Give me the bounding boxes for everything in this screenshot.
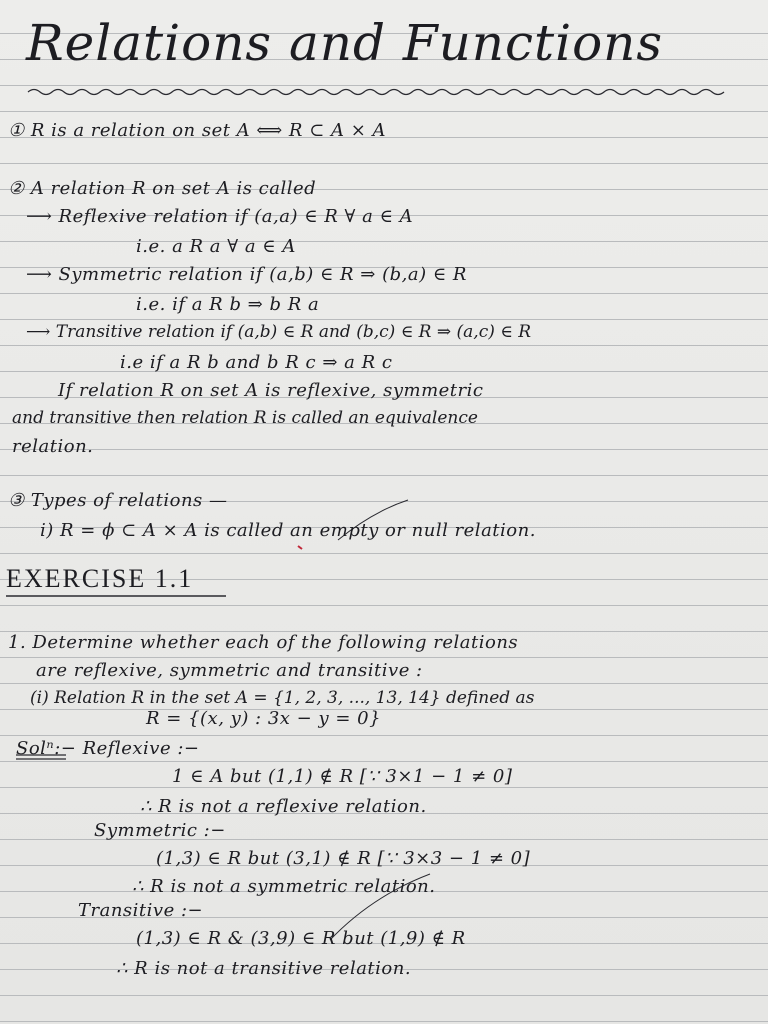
- line-equivalence-1: If relation R on set A is reflexive, symmetric: [58, 380, 484, 401]
- exercise-heading: EXERCISE 1.1: [6, 564, 194, 593]
- line-symmetric-check: (1,3) ∈ R but (3,1) ∉ R [∵ 3×3 − 1 ≠ 0]: [156, 848, 531, 869]
- line-transitive: ⟶ Transitive relation if (a,b) ∈ R and (b,c) ∈ R ⇒ (a,c) ∈ R: [26, 322, 532, 342]
- line-equivalence-2: and transitive then relation R is called an equivalence: [12, 408, 478, 428]
- line-reflexive-conclusion: ∴ R is not a reflexive relation.: [140, 796, 427, 817]
- line-transitive-conclusion: ∴ R is not a transitive relation.: [116, 958, 412, 979]
- red-tick: [298, 546, 302, 549]
- line-transitive-label: Transitive :−: [78, 900, 204, 921]
- line-equivalence-3: relation.: [12, 436, 94, 457]
- page-title: Relations and Functions: [26, 14, 664, 72]
- line-types: ③ Types of relations —: [8, 490, 228, 511]
- line-question-4: R = {(x, y) : 3x − y = 0}: [146, 708, 382, 729]
- line-question-3: (i) Relation R in the set A = {1, 2, 3, ..., 13, 14} defined as: [30, 688, 535, 708]
- line-reflexive: ⟶ Reflexive relation if (a,a) ∈ R ∀ a ∈ A: [26, 206, 414, 227]
- line-reflexive-ie: i.e. a R a ∀ a ∈ A: [136, 236, 296, 257]
- line-symmetric-conclusion: ∴ R is not a symmetric relation.: [132, 876, 436, 897]
- line-empty-relation: i) R = ϕ ⊂ A × A is called an empty or null relation.: [40, 520, 536, 541]
- line-definition: ① R is a relation on set A ⟺ R ⊂ A × A: [8, 120, 387, 141]
- title-underline: [28, 90, 724, 95]
- line-reflexive-check: 1 ∈ A but (1,1) ∉ R [∵ 3×1 − 1 ≠ 0]: [172, 766, 513, 787]
- line-solution: Solⁿ:− Reflexive :−: [16, 738, 200, 759]
- line-symmetric: ⟶ Symmetric relation if (a,b) ∈ R ⇒ (b,a) ∈ R: [26, 264, 467, 285]
- line-question-2: are reflexive, symmetric and transitive :: [36, 660, 423, 681]
- line-relation-called: ② A relation R on set A is called: [8, 178, 317, 199]
- line-transitive-check: (1,3) ∈ R & (3,9) ∈ R but (1,9) ∉ R: [136, 928, 466, 949]
- line-symmetric-label: Symmetric :−: [94, 820, 226, 841]
- line-question-1: 1. Determine whether each of the following relations: [8, 632, 519, 653]
- line-symmetric-ie: i.e. if a R b ⇒ b R a: [136, 294, 320, 315]
- line-transitive-ie: i.e if a R b and b R c ⇒ a R c: [120, 352, 393, 373]
